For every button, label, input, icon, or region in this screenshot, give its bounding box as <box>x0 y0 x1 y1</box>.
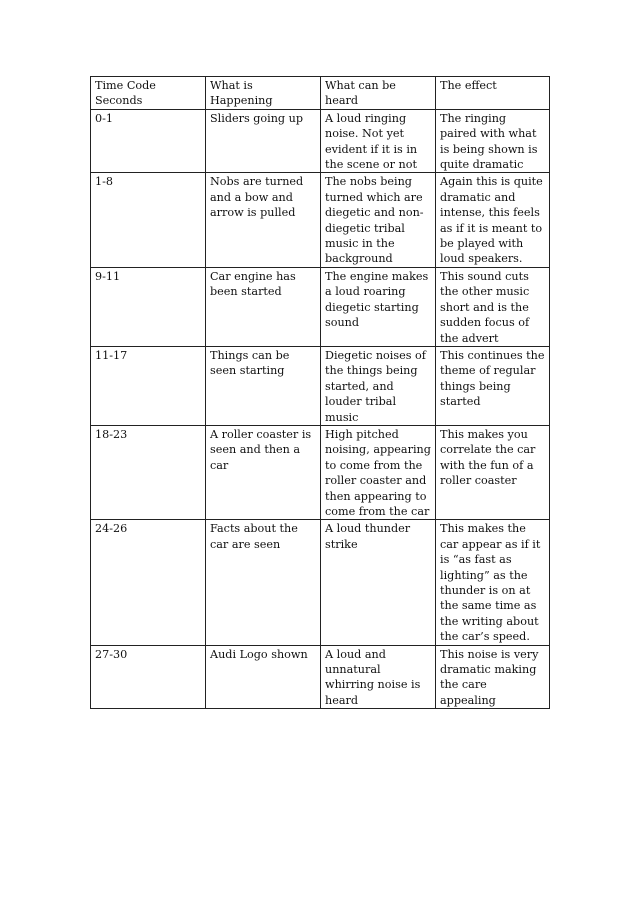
cell-time-code: 24-26 <box>91 520 206 645</box>
cell-the-effect: The ringing paired with what is being shown is quite dramatic <box>436 109 550 173</box>
table-row <box>91 346 550 425</box>
cell-the-effect: Again this is quite dramatic and intense, this feels as if it is meant to be played with loud speakers. <box>436 173 550 267</box>
cell-the-effect: This makes the car appear as if it is “as fast as lighting” as the thunder is on at the same time as the writing about the car’s speed. <box>436 520 550 645</box>
header-the-effect: The effect <box>436 77 550 110</box>
cell-what-can-be-heard: A loud thunder strike <box>321 520 436 645</box>
table-row <box>91 425 550 519</box>
cell-what-can-be-heard: A loud and unnatural whirring noise is heard <box>321 645 436 709</box>
header-what-is-happening: What is Happening <box>206 77 321 110</box>
cell-what-can-be-heard: High pitched noising, appearing to come from the roller coaster and then appearing to come from the car <box>321 425 436 519</box>
cell-what-can-be-heard: The nobs being turned which are diegetic and non-diegetic tribal music in the background <box>321 173 436 267</box>
table-row <box>91 267 550 346</box>
table-header-row <box>91 77 550 110</box>
cell-what-is-happening: Car engine has been started <box>206 267 321 346</box>
cell-what-is-happening: Things can be seen starting <box>206 346 321 425</box>
cell-time-code: 1-8 <box>91 173 206 267</box>
cell-what-is-happening: Sliders going up <box>206 109 321 173</box>
cell-the-effect: This noise is very dramatic making the care appealing <box>436 645 550 709</box>
cell-what-is-happening: Facts about the car are seen <box>206 520 321 645</box>
cell-time-code: 27-30 <box>91 645 206 709</box>
cell-what-is-happening: Nobs are turned and a bow and arrow is pulled <box>206 173 321 267</box>
cell-what-can-be-heard: Diegetic noises of the things being started, and louder tribal music <box>321 346 436 425</box>
cell-what-is-happening: A roller coaster is seen and then a car <box>206 425 321 519</box>
cell-time-code: 0-1 <box>91 109 206 173</box>
cell-the-effect: This sound cuts the other music short and is the sudden focus of the advert <box>436 267 550 346</box>
cell-time-code: 18-23 <box>91 425 206 519</box>
table-row <box>91 645 550 709</box>
cell-what-can-be-heard: The engine makes a loud roaring diegetic starting sound <box>321 267 436 346</box>
cell-what-can-be-heard: A loud ringing noise. Not yet evident if it is in the scene or not <box>321 109 436 173</box>
table-row <box>91 520 550 645</box>
table-row <box>91 109 550 173</box>
cell-time-code: 11-17 <box>91 346 206 425</box>
header-time-code: Time Code Seconds <box>91 77 206 110</box>
sound-analysis-table <box>90 76 550 709</box>
table-row <box>91 173 550 267</box>
cell-the-effect: This makes you correlate the car with the fun of a roller coaster <box>436 425 550 519</box>
cell-time-code: 9-11 <box>91 267 206 346</box>
cell-what-is-happening: Audi Logo shown <box>206 645 321 709</box>
cell-the-effect: This continues the theme of regular things being started <box>436 346 550 425</box>
header-what-can-be-heard: What can be heard <box>321 77 436 110</box>
